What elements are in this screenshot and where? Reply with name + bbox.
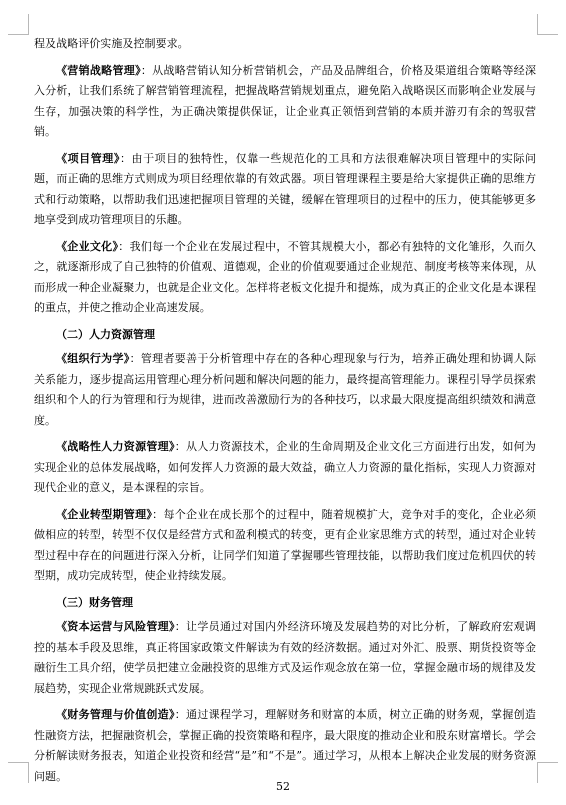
paragraph-transformation-management xyxy=(34,505,536,587)
paragraph-strategic-hr xyxy=(34,437,536,499)
page-content xyxy=(34,34,536,793)
section-heading-hr: （二）人力资源管理 xyxy=(56,327,155,341)
page-number: 52 xyxy=(276,780,290,793)
course-title: 《组织行为学》 xyxy=(56,352,130,365)
course-description: ：每个企业在成长那个的过程中，随着规模扩大，竞争对手的变化，企业必须做相应的转型，转型不仅仅是经营方式和盈利模式的转变，更有企业家思维方式的转型，通过对企业转型过程中存在的问题进行深入分析，让同学们知道了掌握哪些管理技能，以帮助我们度过危机四伏的转型期，成功完成转型，使企业持续发展。 xyxy=(34,507,536,582)
paragraph-corporate-culture xyxy=(34,237,536,319)
course-title: 《营销战略管理》 xyxy=(56,63,141,77)
section-heading-finance: （三）财务管理 xyxy=(56,595,133,609)
course-title: 《资本运营与风险管理》 xyxy=(56,620,175,633)
crop-mark-top-left xyxy=(8,14,29,35)
course-description: ：通过课程学习，理解财务和财富的本质，树立正确的财务观，掌握创造性融资方法，把握融资机会，掌握正确的投资策略和程序，最大限度的推动企业和股东财富增长。学会分析解读财务报表，知道企业投资和经营“是”和“不是”。通过学习，从根本上解决企业发展的财务资源问题。 xyxy=(34,708,536,783)
course-title: 《企业文化》 xyxy=(56,239,119,253)
crop-mark-top-right xyxy=(537,14,558,35)
paragraph-marketing-strategy xyxy=(34,61,536,143)
paragraph-capital-operation xyxy=(34,617,536,699)
course-title: 《企业转型期管理》 xyxy=(56,507,153,521)
course-description: ：让学员通过对国内外经济环境及发展趋势的对比分析，了解政府宏观调控的基本手段及思维，真正将国家政策文件解读为有效的经济数据。通过对外汇、股票、期货投资等金融衍生工具介绍，使学员把建立金融投资的思维方式及运作观念放在第一位，掌握金融市场的规律及发展趋势，实现企业常规跳跃式发展。 xyxy=(34,620,536,695)
course-description: ：管理者要善于分析管理中存在的各种心理现象与行为，培养正确处理和协调人际关系能力，逐步提高运用管理心理分析问题和解决问题的能力，最终提高管理能力。课程引导学员探索组织和个人的行为管理和行为规律，进而改善激励行为的各种技巧，以求最大限度提高组织绩效和满意度。 xyxy=(34,352,536,427)
paragraph-financial-management xyxy=(34,705,536,787)
course-description: ：从人力资源技术，企业的生命周期及企业文化三方面进行出发，如何为实现企业的总体发展战略，如何发挥人力资源的最大效益，确立人力资源的量化指标，实现人力资源对现代企业的意义，是本课程的宗旨。 xyxy=(34,440,536,494)
course-description: ：由于项目的独特性，仅靠一些规范化的工具和方法很难解决项目管理中的实际问题，而正确的思维方式则成为项目经理依靠的有效武器。项目管理课程主要是给大家提供正确的思维方式和行动策略，以帮助我们迅速把握项目管理的关键，缓解在管理项目的过程中的压力，使其能够更多地享受到成功管理项目的乐趣。 xyxy=(34,151,536,226)
intro-paragraph-tail: 程及战略评价实施及控制要求。 xyxy=(34,37,189,50)
course-description: ：从战略营销认知分析营销机会，产品及品牌组合，价格及渠道组合策略等经深入分析，让我们系统了解营销管理流程，把握战略营销规划重点，避免陷入战略误区而影响企业发展与生存，加强决策的科学性，为正确决策提供保证，让企业真正领悟到营销的本质并游刃有余的驾驭营销。 xyxy=(34,63,536,138)
course-title: 《战略性人力资源管理》 xyxy=(56,440,175,453)
course-title: 《项目管理》 xyxy=(56,151,120,165)
course-title: 《财务管理与价值创造》 xyxy=(56,708,175,721)
paragraph-project-management xyxy=(34,149,536,231)
course-description: ：我们每一个企业在发展过程中，不管其规模大小，都必有独特的文化雏形，久而久之，就逐渐形成了自己独特的价值观、道德观，企业的价值观要通过企业规范、制度考核等来体现，从而形成一种企业凝聚力，也就是企业文化。怎样将老板文化提升和提炼，成为真正的企业文化是本课程的重点，并使之推动企业高速发展。 xyxy=(34,239,536,314)
paragraph-organizational-behavior xyxy=(34,349,536,431)
